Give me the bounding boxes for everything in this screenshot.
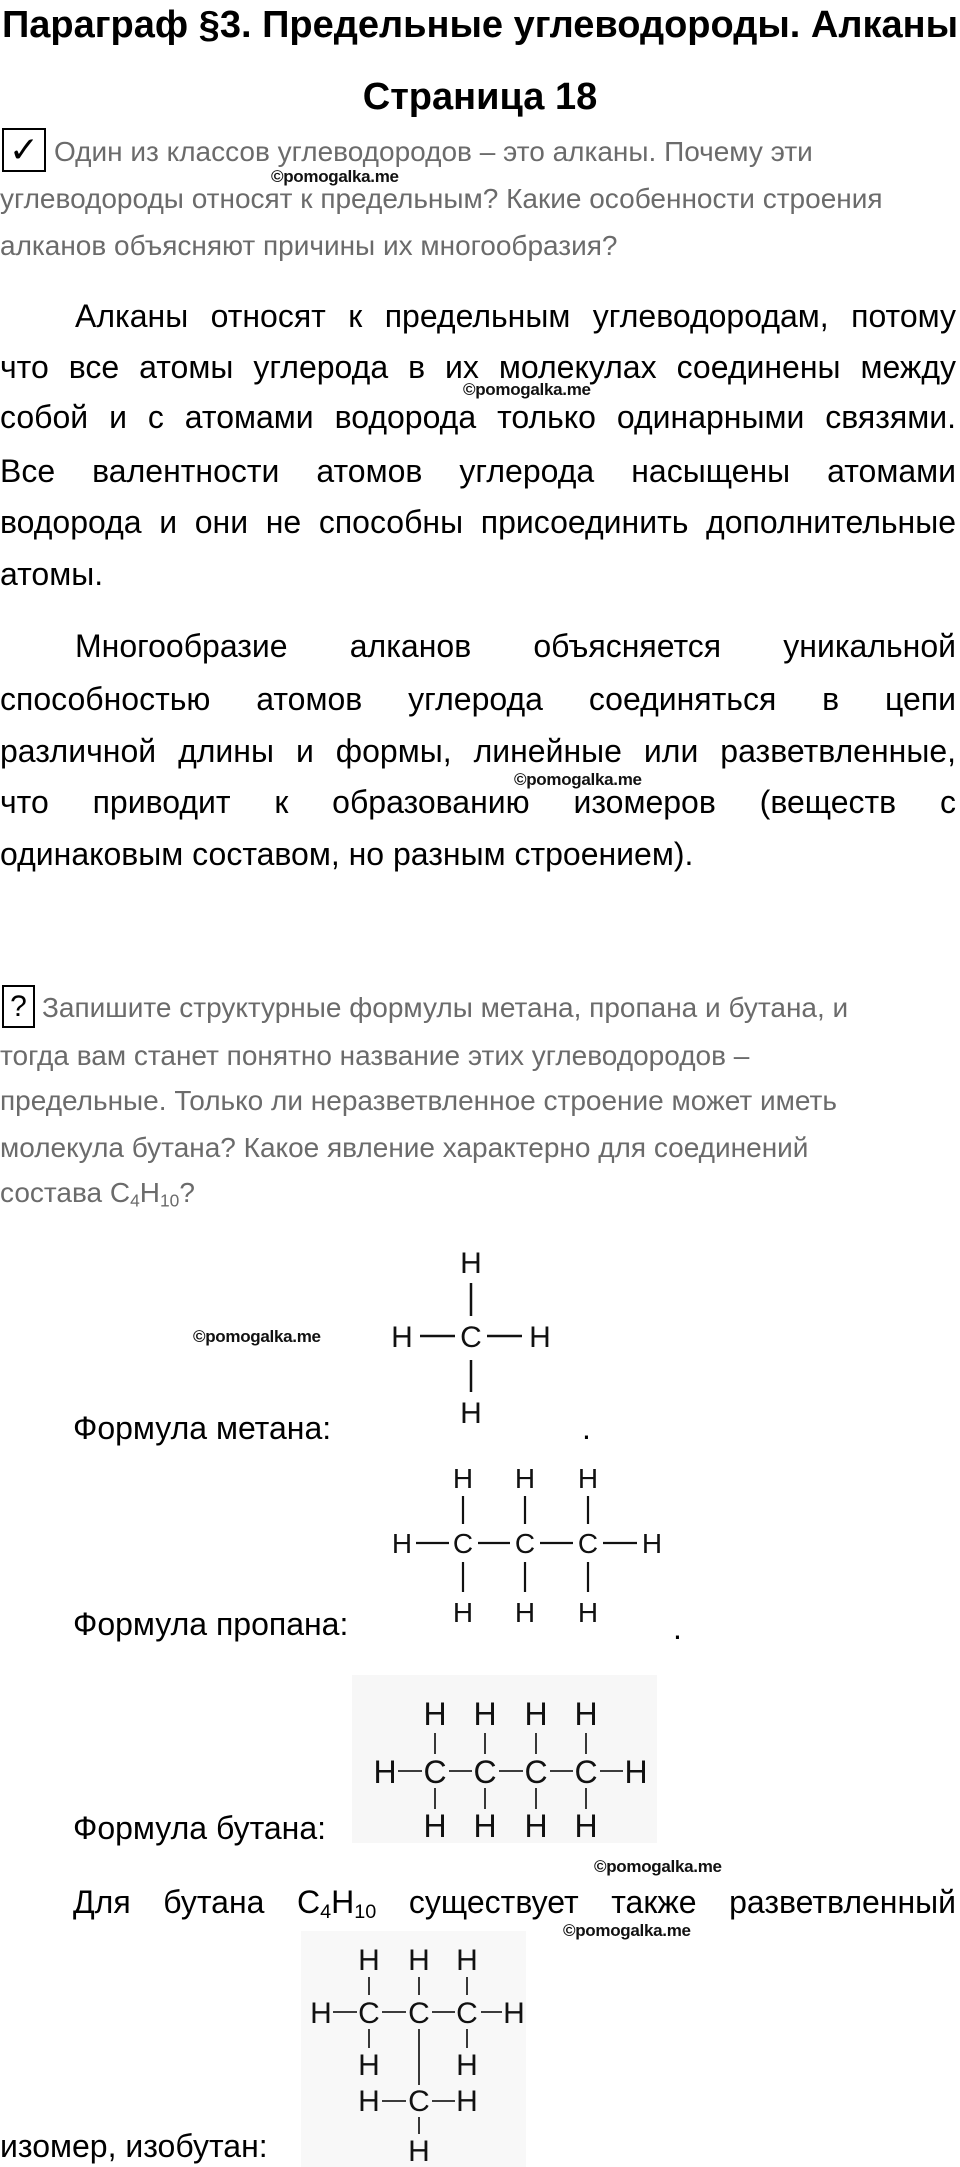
page-number: Страница 18 <box>362 76 598 118</box>
svg-text:C: C <box>423 1754 447 1790</box>
checkbox-checked-icon: ✓ <box>2 128 46 172</box>
svg-text:C: C <box>452 1528 474 1559</box>
svg-text:H: H <box>408 2135 430 2167</box>
methane-label: Формула метана: <box>73 1410 332 1446</box>
svg-text:C: C <box>514 1528 536 1559</box>
formula-text: существует также разветвленный <box>376 1884 956 1920</box>
svg-text:C: C <box>524 1754 548 1790</box>
svg-text:H: H <box>310 1997 332 2030</box>
svg-text:H: H <box>358 2049 380 2082</box>
svg-text:H: H <box>524 1696 548 1732</box>
subscript: 10 <box>160 1190 180 1211</box>
svg-text:H: H <box>460 1247 482 1280</box>
answer-p2-line-4: что приводит к образованию изомеров (веществ с <box>0 784 956 820</box>
svg-text:C: C <box>408 1997 430 2030</box>
subscript: 10 <box>354 1900 377 1923</box>
task1-question-line-2: углеводороды относят к предельным? Какие особенности строения <box>0 183 883 214</box>
svg-text:C: C <box>358 1997 380 2030</box>
svg-text:C: C <box>574 1754 598 1790</box>
svg-text:H: H <box>574 1808 598 1843</box>
formula-text: Для бутана C <box>73 1884 321 1920</box>
page-title: Параграф §3. Предельные углеводороды. Алканы <box>1 4 959 46</box>
svg-text:H: H <box>391 1321 413 1354</box>
svg-text:H: H <box>473 1696 497 1732</box>
subscript: 4 <box>130 1190 140 1211</box>
svg-text:H: H <box>577 1463 599 1494</box>
subscript: 4 <box>320 1900 332 1923</box>
watermark: ©pomogalka.me <box>514 770 642 789</box>
isomer-text-line-2: изомер, изобутан: <box>0 2128 268 2164</box>
formula-text: H <box>139 1177 160 1208</box>
watermark: ©pomogalka.me <box>193 1327 321 1346</box>
propane-label: Формула пропана: <box>73 1606 349 1642</box>
isobutane-structure <box>301 1931 526 2167</box>
propane-structure <box>382 1456 672 1626</box>
answer-p2-line-5: одинаковым составом, но разным строением). <box>0 836 694 872</box>
watermark: ©pomogalka.me <box>463 380 591 399</box>
svg-text:H: H <box>358 2085 380 2118</box>
task2-question-line-1: Запишите структурные формулы метана, пропана и бутана, и <box>42 992 849 1023</box>
answer-p1-line-5: водорода и они не способны присоединить дополнительные <box>0 504 956 540</box>
svg-text:C: C <box>408 2085 430 2118</box>
end-dot: . <box>582 1410 591 1446</box>
svg-text:H: H <box>529 1321 551 1354</box>
svg-text:H: H <box>514 1463 536 1494</box>
formula-text: H <box>331 1884 355 1920</box>
formula-text: ? <box>179 1177 195 1208</box>
watermark: ©pomogalka.me <box>563 1921 691 1940</box>
svg-text:H: H <box>456 1944 478 1977</box>
svg-text:H: H <box>423 1696 447 1732</box>
methane-structure <box>380 1240 560 1430</box>
answer-p2-line-1: Многообразие алканов объясняется уникальной <box>75 628 956 664</box>
svg-text:H: H <box>460 1397 482 1430</box>
watermark: ©pomogalka.me <box>271 167 399 186</box>
task2-question-line-5 <box>0 1177 195 1209</box>
task1-question-line-1: Один из классов углеводородов – это алканы. Почему эти <box>54 136 813 167</box>
svg-text:H: H <box>452 1463 474 1494</box>
svg-text:C: C <box>460 1321 482 1354</box>
svg-text:H: H <box>408 1944 430 1977</box>
answer-p1-line-6: атомы. <box>0 556 104 592</box>
svg-text:H: H <box>373 1754 397 1790</box>
answer-p1-line-2: что все атомы углерода в их молекулах соединены между <box>0 349 956 385</box>
svg-text:H: H <box>514 1597 536 1626</box>
svg-text:H: H <box>503 1997 525 2030</box>
question-box-icon: ? <box>2 985 35 1028</box>
svg-text:C: C <box>473 1754 497 1790</box>
task2-question-line-4: молекула бутана? Какое явление характерно для соединений <box>0 1132 809 1163</box>
answer-p1-line-1: Алканы относят к предельным углеводородам, потому <box>75 298 956 334</box>
task2-question-line-3: предельные. Только ли неразветвленное строение может иметь <box>0 1085 837 1116</box>
answer-p2-line-3: различной длины и формы, линейные или разветвленные, <box>0 733 956 769</box>
end-dot: . <box>673 1610 682 1646</box>
svg-text:H: H <box>641 1528 663 1559</box>
task1-question-line-3: алканов объясняют причины их многообразия? <box>0 230 618 261</box>
svg-text:H: H <box>358 1944 380 1977</box>
formula-text: состава C <box>0 1177 131 1208</box>
svg-text:H: H <box>574 1696 598 1732</box>
svg-text:H: H <box>456 2049 478 2082</box>
svg-text:H: H <box>524 1808 548 1843</box>
svg-text:H: H <box>577 1597 599 1626</box>
svg-text:H: H <box>456 2085 478 2118</box>
svg-text:H: H <box>391 1528 413 1559</box>
svg-text:H: H <box>452 1597 474 1626</box>
answer-p1-line-4: Все валентности атомов углерода насыщены атомами <box>0 453 956 489</box>
butane-structure <box>352 1675 657 1843</box>
svg-text:C: C <box>577 1528 599 1559</box>
butane-label: Формула бутана: <box>73 1810 327 1846</box>
svg-text:C: C <box>456 1997 478 2030</box>
isomer-text-line-1 <box>73 1884 956 1921</box>
task2-question-line-2: тогда вам станет понятно название этих углеводородов – <box>0 1040 750 1071</box>
svg-text:H: H <box>473 1808 497 1843</box>
watermark: ©pomogalka.me <box>594 1857 722 1876</box>
answer-p2-line-2: способностью атомов углерода соединяться в цепи <box>0 681 956 717</box>
answer-p1-line-3: собой и с атомами водорода только одинарными связями. <box>0 399 956 435</box>
svg-text:H: H <box>624 1754 648 1790</box>
svg-text:H: H <box>423 1808 447 1843</box>
